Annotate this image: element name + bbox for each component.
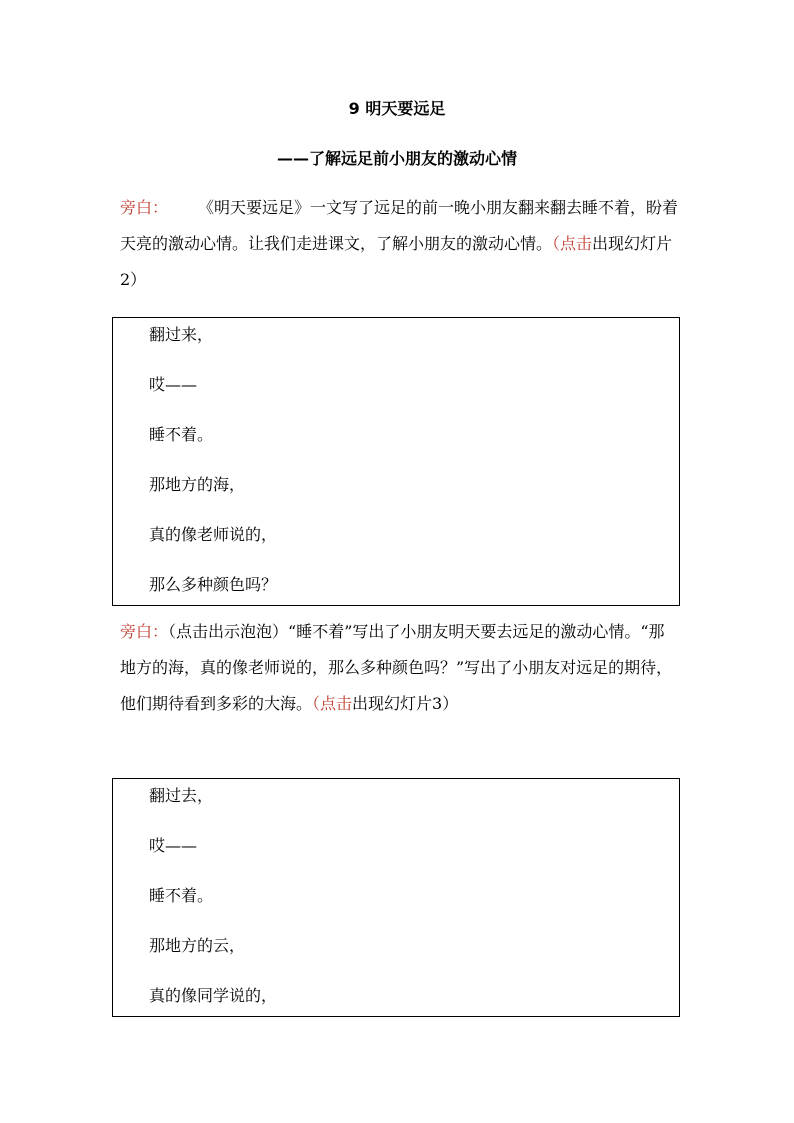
narration-paren: （ <box>312 694 321 713</box>
slide-line: 真的像同学说的， <box>149 986 278 1005</box>
narration-click: 点击 <box>320 694 353 713</box>
narration-action: 出现幻灯片2） <box>120 234 673 289</box>
narration-text: （点击出示泡泡）“睡不着”写出了小朋友明天要去远足的激动心情。“那地方的海，真的像老师说的，那么多种颜色吗？”写出了小朋友对远足的期待，他们期待看到多彩的大海。 <box>120 622 673 713</box>
lesson-subtitle: ——了解远足前小朋友的激动心情 <box>276 149 517 168</box>
slide-line: 真的像老师说的， <box>149 525 278 544</box>
slide-3-box <box>112 778 680 1017</box>
narration-click: 点击 <box>560 234 593 253</box>
slide-line: 睡不着。 <box>149 886 214 905</box>
slide-line: 翻过来， <box>149 325 214 344</box>
narration-paren: （ <box>552 234 561 253</box>
narration-label: 旁白： <box>120 622 169 641</box>
narration-label: 旁白： <box>120 198 169 217</box>
slide-line: 那地方的云， <box>149 936 246 955</box>
lesson-title: 9 明天要远足 <box>348 99 446 118</box>
narration-action: 出现幻灯片3） <box>352 694 459 713</box>
slide-line: 那么多种颜色吗？ <box>149 575 278 594</box>
slide-line: 睡不着。 <box>149 425 214 444</box>
slide-line: 哎—— <box>149 836 198 855</box>
slide-line: 翻过去， <box>149 786 214 805</box>
slide-2-box <box>112 317 680 606</box>
narration-2 <box>120 614 680 722</box>
slide-line: 那地方的海， <box>149 475 246 494</box>
narration-1 <box>120 190 680 298</box>
slide-line: 哎—— <box>149 375 198 394</box>
narration-text: 《明天要远足》一文写了远足的前一晚小朋友翻来翻去睡不着，盼着天亮的激动心情。让我们走进课文，了解小朋友的激动心情。 <box>120 198 679 253</box>
